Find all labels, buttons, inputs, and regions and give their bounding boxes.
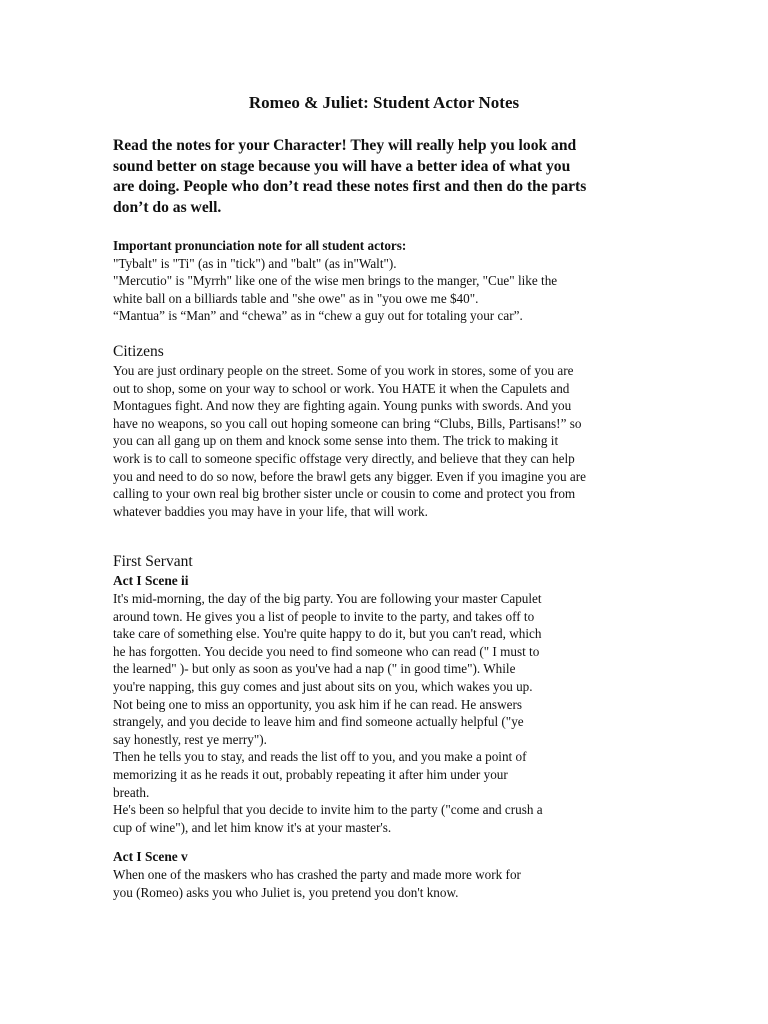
citizens-line: you and need to do so now, before the brawl gets any bigger. Even if you imagine you are [113,468,587,484]
pronunciation-line: "Tybalt" is "Ti" (as in "tick") and "balt" (as in"Walt"). [113,255,397,271]
intro-line: Read the notes for your Character! They will really help you look and [113,137,577,154]
pronunciation-note [113,237,658,325]
scene-ii-line: you're napping, this guy comes and just about sits on you, which wakes you up. [113,678,533,694]
scene-v-heading: Act I Scene v [113,849,188,864]
citizens-line: calling to your own real big brother sister uncle or cousin to come and protect you from [113,486,576,502]
scene-ii-line: strangely, and you decide to leave him and find someone actually helpful ("ye [113,714,524,730]
intro-paragraph [113,136,653,218]
scene-v-section [113,848,658,901]
scene-ii-line: take care of something else. You're quite happy to do it, but you can't read, which [113,626,542,642]
scene-ii-line: Then he tells you to stay, and reads the list off to you, and you make a point of [113,749,527,765]
pronunciation-line: "Mercutio" is "Myrrh" like one of the wise men brings to the manger, "Cue" like the [113,273,558,289]
first-servant-heading: First Servant [113,553,193,570]
scene-ii-heading: Act I Scene ii [113,573,189,588]
citizens-line: have no weapons, so you call out hoping someone can bring “Clubs, Bills, Partisans!” so [113,415,582,431]
scene-ii-line: It's mid-morning, the day of the big party. You are following your master Capulet [113,591,542,606]
pronunciation-line: “Mantua” is “Man” and “chewa” as in “chew a guy out for totaling your car”. [113,308,523,324]
first-servant-section [113,552,658,836]
scene-v-line: When one of the maskers who has crashed the party and made more work for [113,867,521,882]
citizens-line: You are just ordinary people on the street. Some of you work in stores, some of you are [113,363,574,378]
scene-v-line: you (Romeo) asks you who Juliet is, you pretend you don't know. [113,884,459,900]
scene-ii-line: around town. He gives you a list of people to invite to the party, and takes off to [113,608,535,624]
scene-ii-line: breath. [113,784,150,800]
scene-ii-line: memorizing it as he reads it out, probably repeating it after him under your [113,766,508,782]
citizens-line: Montagues fight. And now they are fighting again. Young punks with swords. And you [113,398,572,414]
citizens-section [113,342,658,520]
scene-ii-line: say honestly, rest ye merry"). [113,731,267,747]
intro-line: sound better on stage because you will have a better idea of what you [113,157,571,175]
citizens-line: out to shop, some on your way to school or work. You HATE it when the Capulets and [113,380,570,396]
scene-ii-line: Not being one to miss an opportunity, you ask him if he can read. He answers [113,696,522,712]
intro-line: don’t do as well. [113,198,222,216]
scene-ii-line: the learned" )- but only as soon as you've had a nap (" in good time"). While [113,661,516,677]
pronunciation-heading: Important pronunciation note for all student actors: [113,238,407,253]
scene-ii-line: he has forgotten. You decide you need to find someone who can read (" I must to [113,643,540,659]
citizens-line: whatever baddies you may have in your life, that will work. [113,503,428,519]
scene-ii-line: He's been so helpful that you decide to invite him to the party ("come and crush a [113,802,543,818]
intro-line: are doing. People who don’t read these notes first and then do the parts [113,178,587,195]
citizens-heading: Citizens [113,343,164,360]
citizens-line: you can all gang up on them and knock some sense into them. The trick to making it [113,433,559,449]
scene-ii-line: cup of wine"), and let him know it's at your master's. [113,819,392,835]
pronunciation-line: white ball on a billiards table and "she owe" as in "you owe me $40". [113,290,479,306]
citizens-line: work is to call to someone specific offstage very directly, and believe that they can help [113,450,575,466]
page-title: Romeo & Juliet: Student Actor Notes [248,93,520,112]
